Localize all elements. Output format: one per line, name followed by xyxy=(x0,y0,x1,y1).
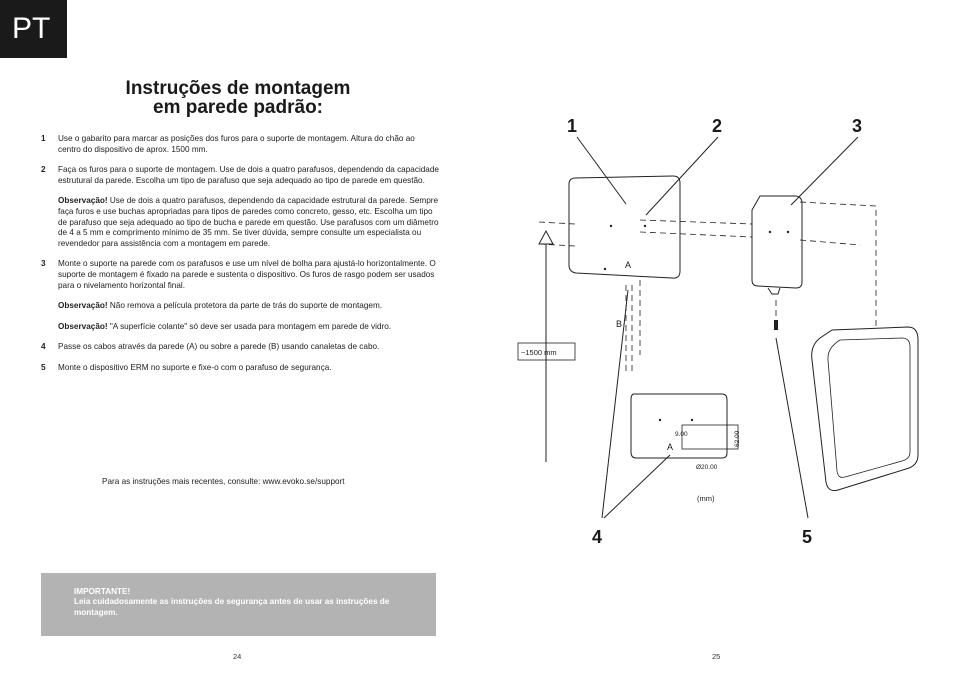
title-line-2: em parede padrão: xyxy=(153,97,323,118)
step-number: 2 xyxy=(41,165,46,175)
height-label: ~1500 mm xyxy=(521,348,557,357)
callout-4: 4 xyxy=(592,527,603,547)
step-4 xyxy=(41,342,439,353)
callout-3: 3 xyxy=(852,116,863,136)
page-title xyxy=(100,79,376,117)
note-text: Não remova a película protetora da parte de trás do suporte de montagem. xyxy=(107,301,383,311)
note-text: "A superfície colante" só deve ser usada para montagem em parede de vidro. xyxy=(107,321,392,331)
step-text: Monte o suporte na parede com os parafusos e use um nível de bolha para ajustá-lo horizontalmente. O suporte de montagem é fixado na parede e sustenta o dispositivo. Os furos de rasgo podem ser usados para o nivelamento horizontal final. xyxy=(58,259,436,290)
step-text: Monte o dispositivo ERM no suporte e fixe-o com o parafuso de segurança. xyxy=(58,362,332,372)
language-tab: PT xyxy=(0,0,67,58)
notice-text: Leia cuidadosamente as instruções de segurança antes de usar as instruções de montagem. xyxy=(74,597,390,617)
support-link-text: Para as instruções mais recentes, consulte: www.evoko.se/support xyxy=(102,477,345,486)
notice-title: IMPORTANTE! xyxy=(74,587,131,596)
mounting-bracket xyxy=(752,196,802,288)
note-label: Observação! xyxy=(58,321,108,331)
step-2 xyxy=(41,165,439,249)
step-note xyxy=(58,322,439,333)
page-number-left: 24 xyxy=(233,652,242,661)
cable-label-a: A xyxy=(625,260,632,270)
dim-diameter: Ø20.00 xyxy=(696,464,718,471)
step-number: 4 xyxy=(41,342,46,352)
note-label: Observação! xyxy=(58,196,108,206)
step-number: 5 xyxy=(41,362,46,372)
detail-template xyxy=(631,394,727,458)
title-line-1: Instruções de montagem xyxy=(125,78,351,99)
step-1 xyxy=(41,134,439,155)
step-note xyxy=(58,196,439,249)
instruction-steps xyxy=(41,134,439,384)
step-text: Passe os cabos através da parede (A) ou sobre a parede (B) usando canaletas de cabo. xyxy=(58,342,380,352)
step-number: 1 xyxy=(41,134,46,143)
step-5 xyxy=(41,363,439,374)
step-text: Use o gabarito para marcar as posições dos furos para o suporte de montagem. Altura do chão ao centro do dispositivo de aprox. 1500 mm. xyxy=(58,134,415,154)
unit-label: (mm) xyxy=(697,494,715,503)
mounting-diagram xyxy=(500,100,920,560)
callout-2: 2 xyxy=(712,116,723,136)
dim-height: 62.00 xyxy=(734,430,741,447)
step-text: Faça os furos para o suporte de montagem. Use de dois a quatro parafusos, dependendo da capacidade estrutural da parede. Escolha um tipo de parafuso que seja adequado ao tipo de parede em questão. xyxy=(58,165,439,185)
note-label: Observação! xyxy=(58,301,108,311)
step-3 xyxy=(41,259,439,332)
step-number: 3 xyxy=(41,259,46,269)
note-text: Use de dois a quatro parafusos, dependendo da capacidade estrutural da parede. Sempre faça furos e use buchas apropriadas para tipos de paredes como concreto, gesso, etc. Escolha um tipo de parafuso que seja adequado ao tipo de bucha e parede em questão. Use parafusos com um diâmetro de 4 a 5 mm e comprimento mínimo de 35 mm. Se tiver dúvida, sempre consulte um especialista ou revendedor para assistência com a montagem em parede. xyxy=(58,196,439,248)
erm-device xyxy=(812,327,918,491)
cable-label-b: B xyxy=(616,319,623,329)
detail-label-a: A xyxy=(667,442,674,452)
callout-1: 1 xyxy=(567,116,578,136)
step-note xyxy=(58,301,439,312)
dim-width: 9.00 xyxy=(675,431,688,438)
page-number-right: 25 xyxy=(712,652,721,661)
important-notice xyxy=(41,573,436,636)
callout-5: 5 xyxy=(802,527,813,547)
